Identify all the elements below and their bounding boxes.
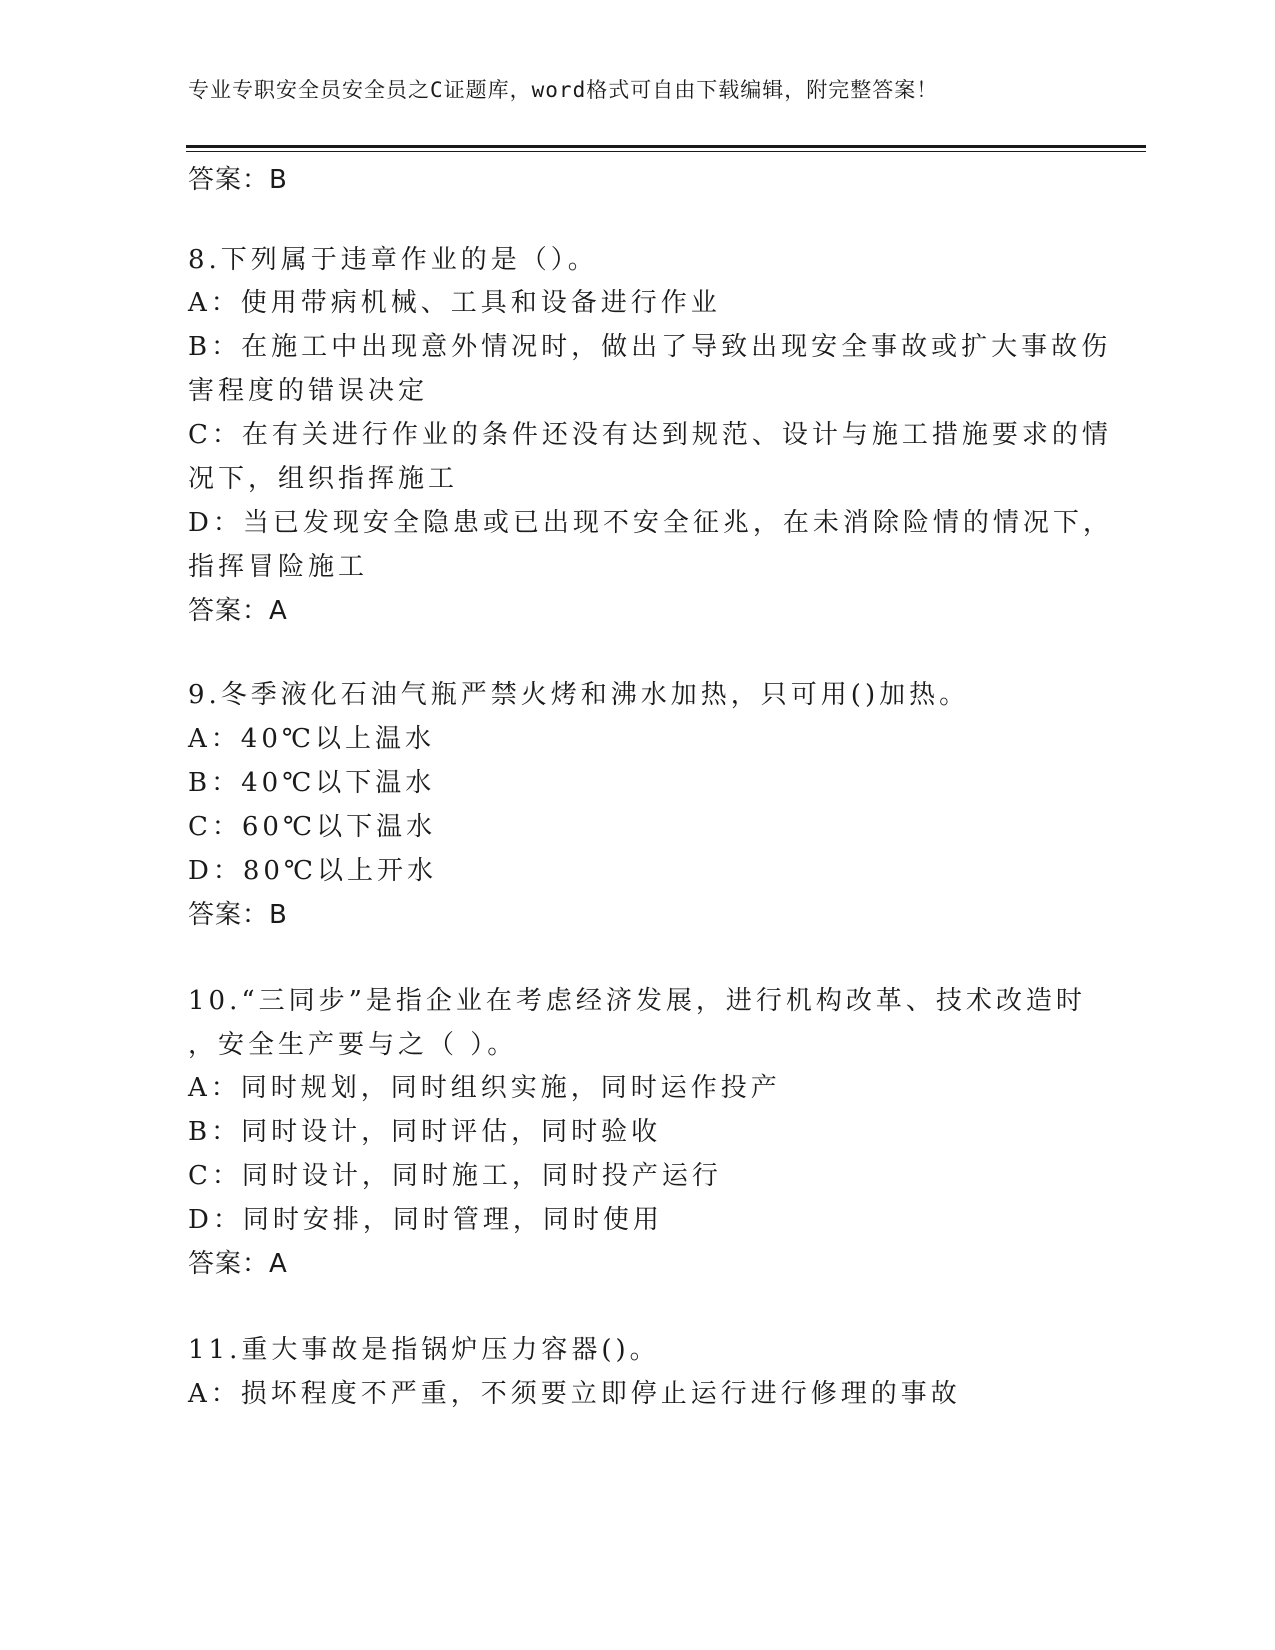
q10-option-c: C：同时设计，同时施工，同时投产运行	[188, 1161, 722, 1191]
header-rule-thick	[186, 145, 1146, 148]
q8-option-b-cont: 害程度的错误决定	[188, 376, 429, 406]
q8-option-c-cont: 况下，组织指挥施工	[188, 464, 459, 494]
q8-option-b: B：在施工中出现意外情况时，做出了导致出现安全事故或扩大事故伤	[188, 332, 1112, 362]
q10-stem: 10.“三同步”是指企业在考虑经济发展，进行机构改革、技术改造时	[188, 986, 1086, 1016]
q9-option-d: D：80℃以上开水	[188, 856, 438, 886]
q8-option-a: A：使用带病机械、工具和设备进行作业	[188, 288, 721, 318]
q8-option-d-cont: 指挥冒险施工	[188, 552, 369, 582]
q9-option-a: A：40℃以上温水	[188, 724, 435, 754]
q9-stem: 9.冬季液化石油气瓶严禁火烤和沸水加热，只可用()加热。	[188, 680, 970, 710]
q8-option-c: C：在有关进行作业的条件还没有达到规范、设计与施工措施要求的情	[188, 420, 1112, 450]
q11-option-a: A：损坏程度不严重，不须要立即停止运行进行修理的事故	[188, 1379, 961, 1409]
page-header: 专业专职安全员安全员之C证题库，word格式可自由下载编辑，附完整答案！	[188, 78, 939, 102]
header-rule-thin	[186, 151, 1146, 152]
q10-option-a: A：同时规划，同时组织实施，同时运作投产	[188, 1073, 781, 1103]
q8-answer: 答案：A	[188, 596, 288, 626]
q10-stem-cont: ，安全生产要与之（ ）。	[188, 1030, 518, 1060]
q9-option-c: C：60℃以下温水	[188, 812, 437, 842]
q10-option-b: B：同时设计，同时评估，同时验收	[188, 1117, 662, 1147]
q9-option-b: B：40℃以下温水	[188, 768, 436, 798]
q11-stem: 11.重大事故是指锅炉压力容器()。	[188, 1335, 660, 1365]
q8-option-d: D：当已发现安全隐患或已出现不安全征兆，在未消除险情的情况下，	[188, 508, 1113, 538]
q10-answer: 答案：A	[188, 1249, 288, 1279]
q10-option-d: D：同时安排，同时管理，同时使用	[188, 1205, 663, 1235]
q8-stem: 8.下列属于违章作业的是（）。	[188, 245, 598, 275]
q9-answer: 答案：B	[188, 900, 288, 930]
previous-answer: 答案：B	[188, 165, 288, 195]
